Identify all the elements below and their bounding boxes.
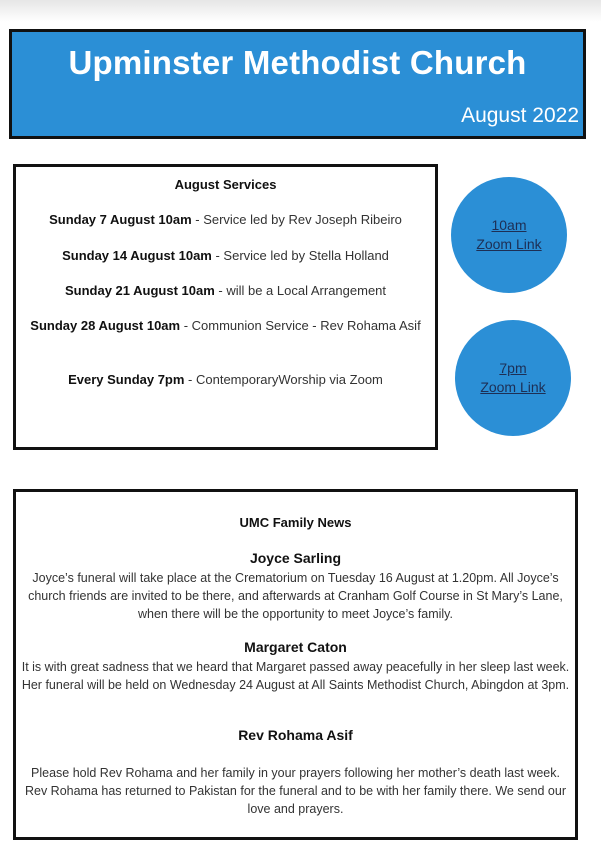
zoom-link-10am-button[interactable]: [451, 177, 567, 293]
news-item-title: Rev Rohama Asif: [238, 727, 353, 743]
zoom-link-label[interactable]: Zoom Link: [476, 236, 542, 252]
service-item: [16, 212, 435, 227]
header-banner: [9, 29, 586, 139]
news-item-title: Joyce Sarling: [249, 550, 342, 566]
page-title: Upminster Methodist Church: [68, 44, 527, 81]
service-item: [16, 283, 435, 298]
services-heading: August Services: [174, 177, 277, 192]
service-detail: - Service led by Rev Joseph Ribeiro: [191, 212, 402, 227]
service-detail: - Service led by Stella Holland: [211, 248, 389, 263]
zoom-link-7pm-button[interactable]: [455, 320, 571, 436]
services-box: [13, 164, 438, 450]
service-when: Every Sunday 7pm: [68, 372, 185, 387]
zoom-link-time[interactable]: 7pm: [499, 360, 527, 376]
service-item: [16, 318, 435, 333]
top-shade: [0, 0, 601, 22]
news-item-title: Margaret Caton: [244, 639, 347, 655]
zoom-link-time[interactable]: 10am: [491, 217, 527, 233]
service-item: [16, 372, 435, 387]
service-when: Sunday 7 August 10am: [49, 212, 192, 227]
news-item-body: Please hold Rev Rohama and her family in your prayers following her mother’s death last week. Rev Rohama has returned to Pakistan for the funeral and to be with her family there. We send our love and prayers.: [24, 766, 567, 816]
service-when: Sunday 14 August 10am: [62, 248, 212, 263]
service-detail: - Communion Service - Rev Rohama Asif: [180, 318, 421, 333]
news-item-body: It is with great sadness that we heard that Margaret passed away peacefully in her sleep last week. Her funeral will be held on Wednesday 24 August at All Saints Methodist Church, Abingdon at 3pm.: [21, 660, 570, 692]
service-detail: - will be a Local Arrangement: [214, 283, 387, 298]
news-item-body: Joyce’s funeral will take place at the Crematorium on Tuesday 16 August at 1.20pm. All Joyce’s church friends are invited to be there, and afterwards at Cranham Golf Course in St Mary’s Lane, when there will be the opportunity to meet Joyce’s family.: [28, 571, 563, 621]
news-heading: UMC Family News: [239, 515, 352, 530]
family-news-box: [13, 489, 578, 840]
service-detail: - ContemporaryWorship via Zoom: [184, 372, 383, 387]
service-item: [16, 248, 435, 263]
service-when: Sunday 28 August 10am: [30, 318, 181, 333]
service-when: Sunday 21 August 10am: [64, 283, 215, 298]
issue-month: August 2022: [461, 104, 579, 127]
zoom-link-label[interactable]: Zoom Link: [480, 379, 546, 395]
